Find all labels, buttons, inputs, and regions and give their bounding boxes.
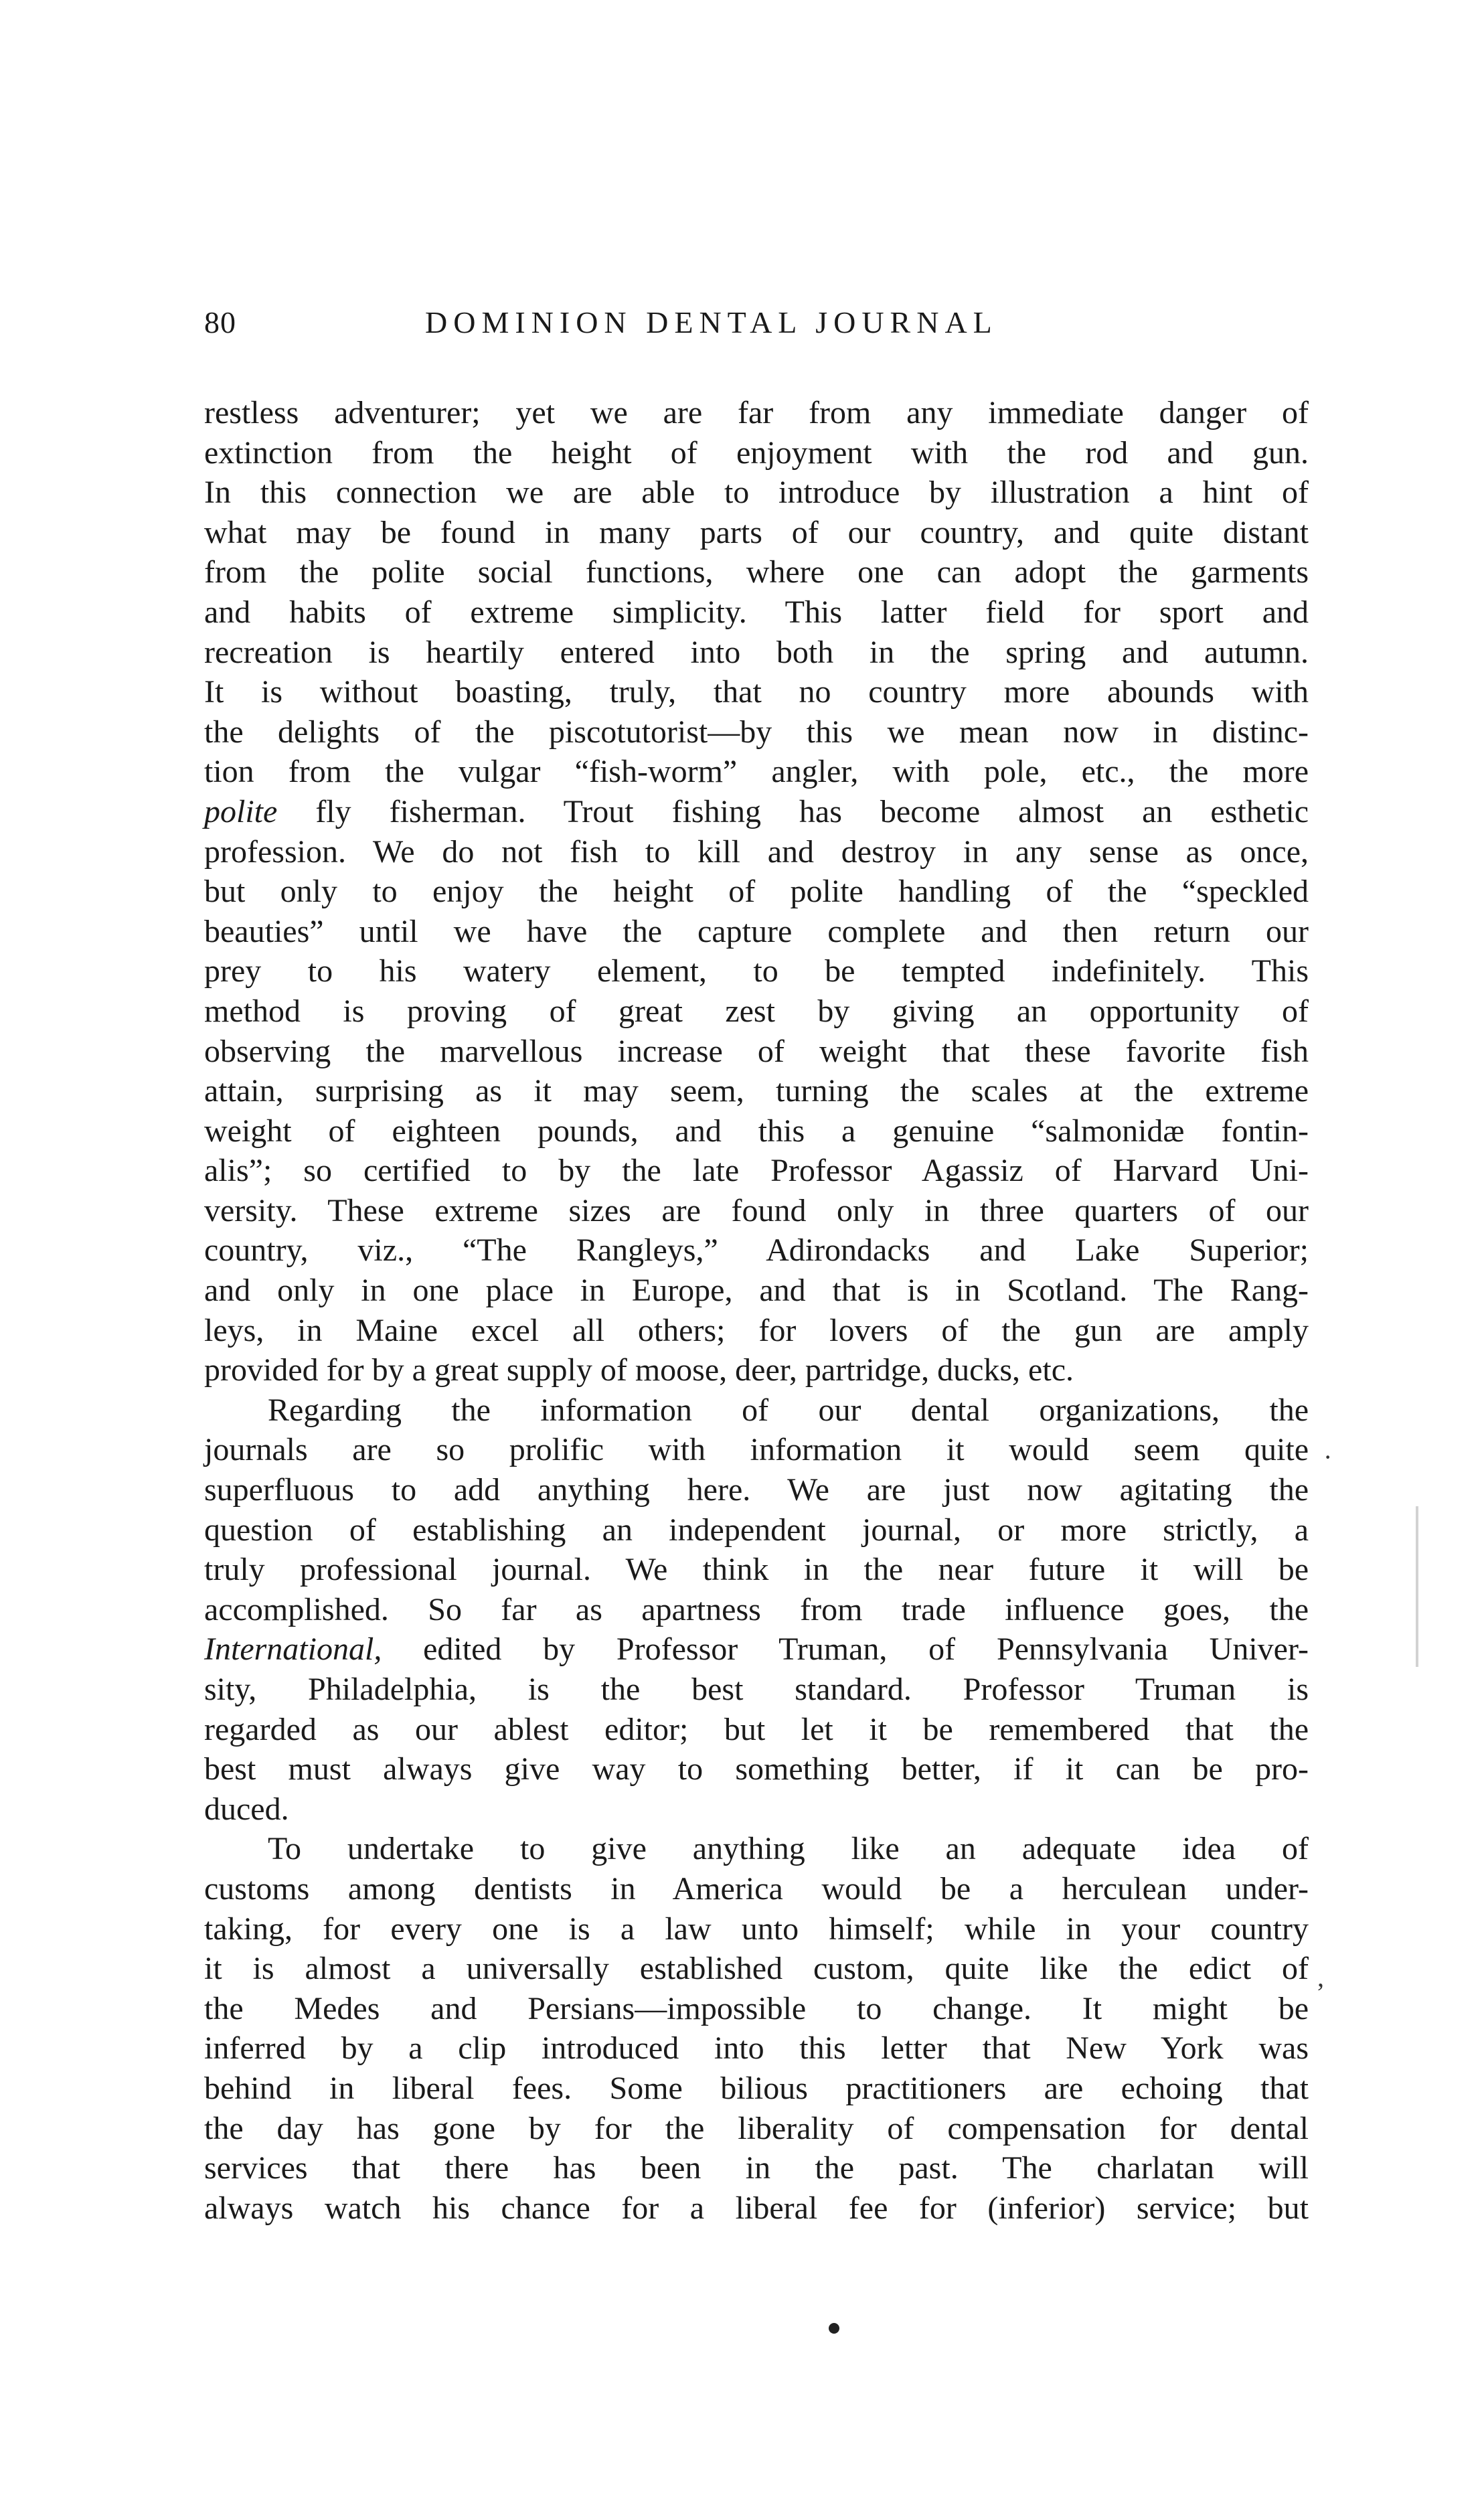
text-line: tion from the vulgar “fish-worm” angler, with pole, etc., the more	[204, 754, 1309, 790]
text-line: accomplished. So far as apartness from trade influence goes, the	[204, 1591, 1309, 1627]
text-line: profession. We do not fish to kill and destroy in any sense as once,	[204, 833, 1309, 870]
journal-title: DOMINION DENTAL JOURNAL	[425, 305, 998, 339]
page-number: 80	[204, 305, 236, 339]
text-line: superfluous to add anything here. We are just now agitating the	[204, 1472, 1309, 1508]
text-line: sity, Philadelphia, is the best standard. Professor Truman is	[204, 1672, 1309, 1707]
text-line: it is almost a universally established custom, quite like the edict of	[204, 1951, 1309, 1987]
text-line: observing the marvellous increase of weight that these favorite fish	[204, 1033, 1309, 1069]
text-line: question of establishing an independent journal, or more strictly, a	[204, 1512, 1309, 1548]
text-line: and habits of extreme simplicity. This latter field for sport and	[204, 594, 1309, 630]
text-line: journals are so prolific with information it would seem quite	[204, 1432, 1309, 1468]
text-line: It is without boasting, truly, that no country more abounds with	[204, 674, 1309, 710]
text-line: leys, in Maine excel all others; for lovers of the gun are amply	[204, 1312, 1309, 1348]
text-line: prey to his watery element, to be tempted indefinitely. This	[204, 953, 1309, 989]
text-line	[204, 1629, 1309, 1670]
italic-word: polite	[204, 793, 278, 829]
body-text	[204, 393, 1309, 2228]
text-line: provided for by a great supply of moose, deer, partridge, ducks, etc.	[204, 1352, 1074, 1388]
text-line: what may be found in many parts of our country, and quite distant	[204, 514, 1309, 550]
italic-journal-name: International,	[204, 1631, 382, 1668]
paragraph-start-line: To undertake to give anything like an adequate idea of	[268, 1831, 1309, 1867]
text-line: regarded as our ablest editor; but let it be remembered that the	[204, 1711, 1309, 1747]
text-line: method is proving of great zest by giving an opportunity of	[204, 993, 1309, 1029]
margin-mark: ,	[1317, 1962, 1324, 1992]
running-head	[204, 305, 1309, 351]
text-line: extinction from the height of enjoyment with the rod and gun.	[204, 434, 1309, 471]
text-line: but only to enjoy the height of polite handling of the “speckled	[204, 874, 1309, 910]
text-line: services that there has been in the past. The charlatan will	[204, 2150, 1309, 2186]
text-line: truly professional journal. We think in the near future it will be	[204, 1552, 1309, 1588]
text-line: versity. These extreme sizes are found only in three quarters of our	[204, 1192, 1309, 1228]
text-line: the Medes and Persians—impossible to change. It might be	[204, 1990, 1309, 2026]
text-line: and only in one place in Europe, and that is in Scotland. The Rang-	[204, 1273, 1309, 1309]
text-line: beauties” until we have the capture complete and then return our	[204, 913, 1309, 949]
text-line: from the polite social functions, where one can adopt the garments	[204, 554, 1309, 590]
text-line: always watch his chance for a liberal fee for (inferior) service; but	[204, 2190, 1309, 2226]
text-line: restless adventurer; yet we are far from any immediate danger of	[204, 395, 1309, 430]
text-line: recreation is heartily entered into both in the spring and autumn.	[204, 634, 1309, 670]
text-line: attain, surprising as it may seem, turning the scales at the extreme	[204, 1073, 1309, 1109]
text-line: best must always give way to something better, if it can be pro-	[204, 1751, 1309, 1787]
text-line: inferred by a clip introduced into this letter that New York was	[204, 2030, 1309, 2067]
text-line: duced.	[204, 1791, 289, 1827]
paragraph-start-line: Regarding the information of our dental organizations, the	[268, 1392, 1309, 1428]
margin-mark: ·	[1323, 1442, 1333, 1472]
text-line	[204, 792, 1309, 832]
text-line: alis”; so certified to by the late Professor Agassiz of Harvard Uni-	[204, 1153, 1309, 1189]
text-line: behind in liberal fees. Some bilious practitioners are echoing that	[204, 2070, 1309, 2106]
text-line: country, viz., “The Rangleys,” Adirondacks and Lake Superior;	[204, 1232, 1309, 1269]
text-line: the day has gone by for the liberality of compensation for dental	[204, 2110, 1309, 2146]
scan-margin-line	[1416, 1506, 1418, 1667]
text-line: customs among dentists in America would be a herculean under-	[204, 1870, 1309, 1907]
line-remainder: edited by Professor Truman, of Pennsylvania Univer-	[423, 1631, 1309, 1668]
print-dot	[829, 2323, 839, 2334]
text-line: the delights of the piscotutorist—by this we mean now in distinc-	[204, 714, 1309, 750]
text-line: In this connection we are able to introduce by illustration a hint of	[204, 475, 1309, 511]
line-remainder: fly fisherman. Trout fishing has become almost an esthetic	[315, 793, 1309, 829]
text-line: weight of eighteen pounds, and this a genuine “salmonidæ fontin-	[204, 1113, 1309, 1149]
text-line: taking, for every one is a law unto himself; while in your country	[204, 1911, 1309, 1947]
